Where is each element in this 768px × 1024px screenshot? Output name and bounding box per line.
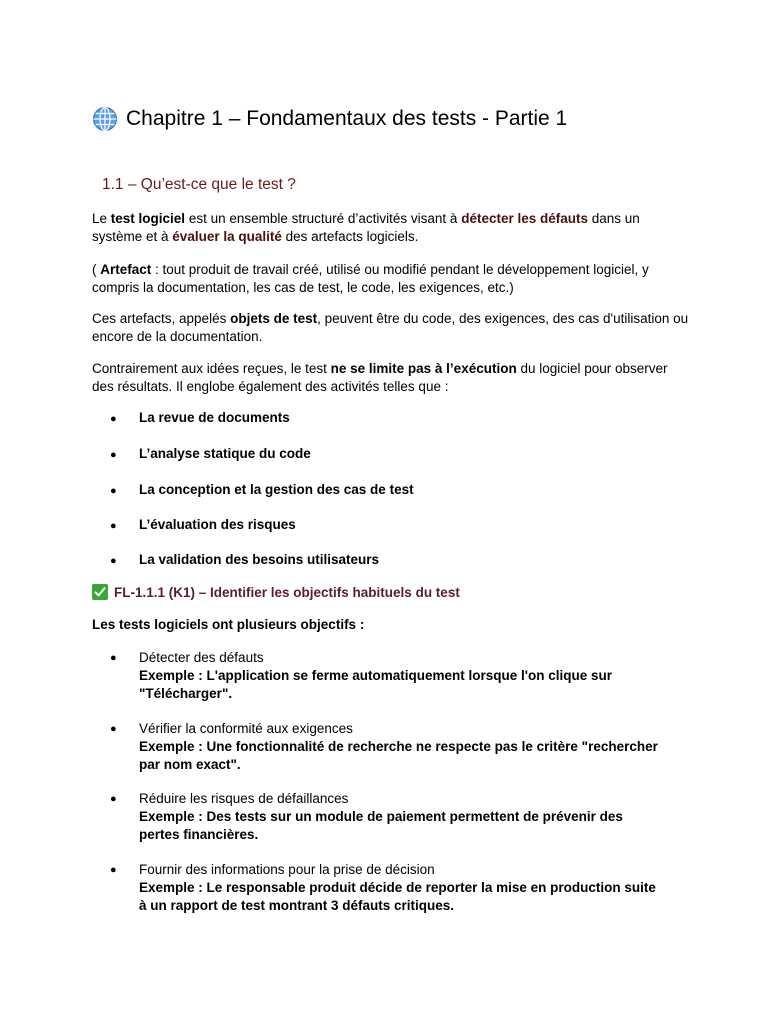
objective-title: Vérifier la conformité aux exigences bbox=[139, 721, 353, 736]
objectives-intro: Les tests logiciels ont plusieurs objectifs : bbox=[92, 617, 365, 632]
objective-body bbox=[139, 720, 659, 774]
list-item bbox=[110, 517, 296, 532]
bullet-dot: ● bbox=[110, 793, 117, 805]
objective-title: Détecter des défauts bbox=[139, 650, 264, 665]
term-test-logiciel: test logiciel bbox=[110, 211, 186, 226]
objective-body bbox=[139, 861, 659, 915]
paragraph-scope bbox=[92, 360, 692, 396]
page-title bbox=[92, 106, 567, 132]
text: du logiciel pour observer des résultats. Il englobe également des activités telles que : bbox=[92, 361, 668, 394]
bullet-dot: ● bbox=[110, 520, 117, 532]
list-item bbox=[110, 446, 311, 461]
list-item-text: La validation des besoins utilisateurs bbox=[139, 552, 380, 567]
objective-heading bbox=[92, 584, 460, 600]
text: : tout produit de travail créé, utilisé ou modifié pendant le développement logiciel, y compris la documentation, les cas de test, le code, les exigences, etc.) bbox=[92, 262, 649, 295]
text: Le bbox=[92, 211, 111, 226]
objective-heading-text: FL-1.1.1 (K1) – Identifier les objectifs habituels du test bbox=[114, 584, 460, 600]
objective-body bbox=[139, 790, 659, 844]
objective-title: Réduire les risques de défaillances bbox=[139, 791, 349, 806]
text: est un ensemble structuré d’activités visant à bbox=[185, 211, 462, 226]
bullet-dot: ● bbox=[110, 449, 117, 461]
check-mark-icon bbox=[92, 584, 108, 600]
list-item-text: La revue de documents bbox=[139, 410, 290, 425]
paragraph-objets bbox=[92, 310, 692, 346]
bullet-dot: ● bbox=[110, 485, 117, 497]
bullet-dot: ● bbox=[110, 413, 117, 425]
text: , peuvent être du code, des exigences, des cas d'utilisation ou encore de la documentation. bbox=[92, 311, 689, 344]
bullet-dot: ● bbox=[110, 652, 117, 664]
objective-example: Exemple : Des tests sur un module de paiement permettent de prévenir des pertes financières. bbox=[139, 809, 623, 842]
text: dans un système et à bbox=[92, 211, 640, 244]
text: Ces artefacts, appelés bbox=[92, 311, 231, 326]
globe-icon bbox=[92, 106, 118, 132]
list-item bbox=[110, 482, 414, 497]
objective-example: Exemple : Une fonctionnalité de recherche ne respecte pas le critère "rechercher par nom exact". bbox=[139, 739, 658, 772]
title-text: Chapitre 1 – Fondamentaux des tests - Partie 1 bbox=[126, 107, 568, 130]
objective-example: Exemple : L'application se ferme automatiquement lorsque l'on clique sur "Télécharger". bbox=[139, 668, 613, 701]
term-ne-se-limite-pas: ne se limite pas à l’exécution bbox=[330, 361, 517, 376]
list-item-text: L’analyse statique du code bbox=[139, 446, 311, 461]
paragraph-artefact bbox=[92, 261, 692, 297]
objective-title: Fournir des informations pour la prise de décision bbox=[139, 862, 435, 877]
list-item bbox=[110, 410, 290, 425]
highlight-evaluer: évaluer la qualité bbox=[172, 229, 282, 244]
term-objets-de-test: objets de test bbox=[230, 311, 318, 326]
bullet-dot: ● bbox=[110, 723, 117, 735]
objective-body bbox=[139, 649, 659, 703]
list-item-text: La conception et la gestion des cas de test bbox=[139, 482, 414, 497]
objective-example: Exemple : Le responsable produit décide de reporter la mise en production suite à un rapport de test montrant 3 défauts critiques. bbox=[139, 880, 656, 913]
text: des artefacts logiciels. bbox=[281, 229, 419, 244]
highlight-detecter: détecter les défauts bbox=[461, 211, 589, 226]
paragraph-definition bbox=[92, 210, 692, 246]
list-item bbox=[110, 552, 380, 567]
text: ( bbox=[92, 262, 101, 277]
bullet-dot: ● bbox=[110, 864, 117, 876]
term-artefact: Artefact bbox=[100, 262, 152, 277]
section-heading: 1.1 – Qu’est-ce que le test ? bbox=[102, 176, 296, 193]
list-item-text: L’évaluation des risques bbox=[139, 517, 296, 532]
bullet-dot: ● bbox=[110, 555, 117, 567]
text: Contrairement aux idées reçues, le test bbox=[92, 361, 331, 376]
